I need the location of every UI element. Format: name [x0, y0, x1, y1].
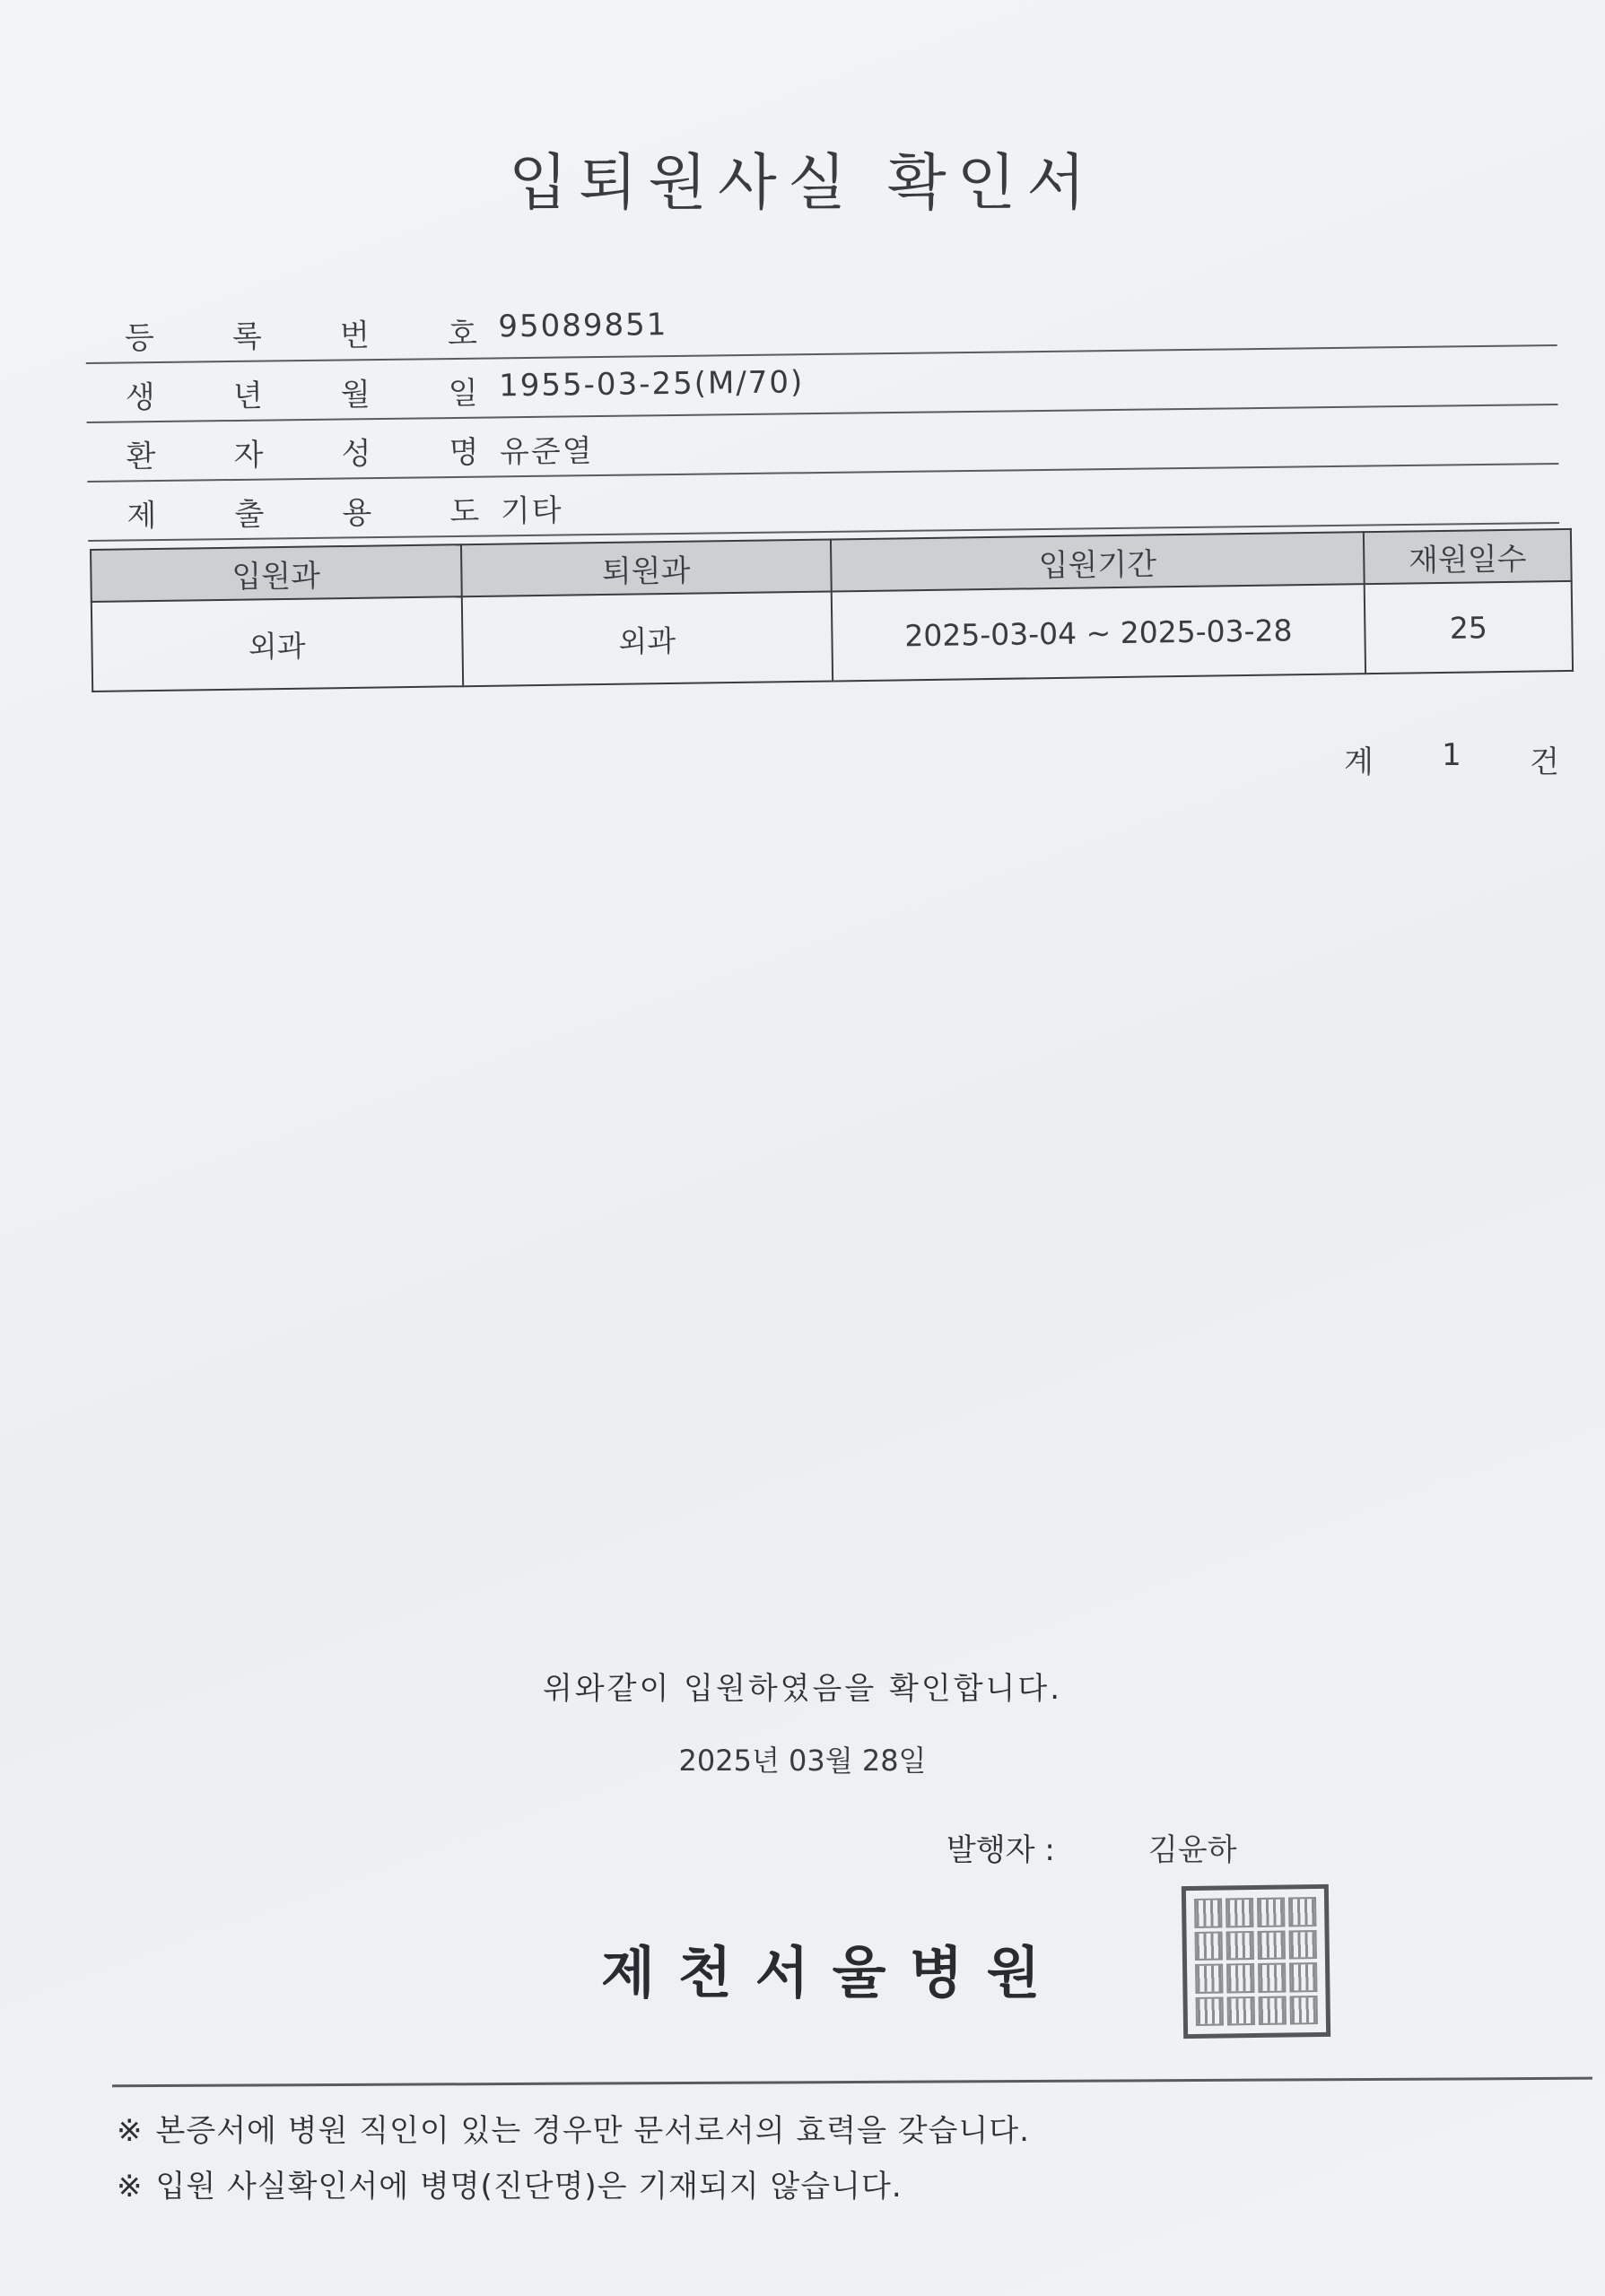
label-char: 제 [126, 498, 157, 535]
record-count [1344, 737, 1559, 781]
count-prefix: 계 [1344, 744, 1374, 780]
confirmation-statement: 위와같이 입원하였음을 확인합니다. [542, 1671, 1063, 1707]
seal-glyph [1226, 1898, 1253, 1927]
patient-info [85, 287, 1559, 542]
cell-stay-days: 25 [1365, 581, 1573, 674]
admission-table [90, 528, 1574, 692]
seal-glyph [1289, 1962, 1317, 1992]
seal-glyph [1290, 1996, 1318, 2025]
issuer-name: 김윤하 [1148, 1832, 1237, 1868]
hospital-name: 제천서울병원 [601, 1940, 1064, 2005]
seal-glyph [1226, 1963, 1254, 1993]
label-char: 월 [340, 377, 371, 413]
label-char: 일 [448, 375, 478, 413]
patient-name: 유준열 [499, 433, 594, 471]
cell-discharge-dept: 외과 [461, 591, 833, 686]
seal-glyph [1227, 1996, 1255, 2026]
seal-glyph [1226, 1931, 1254, 1961]
label-char: 생 [125, 379, 155, 416]
birthdate: 1955-03-25(M/70) [498, 364, 805, 404]
label-char: 호 [447, 316, 478, 353]
hospital-seal-stamp [1182, 1884, 1330, 2039]
reference-mark-icon: ※ [117, 2169, 144, 2205]
info-label [122, 369, 482, 417]
submission-purpose: 기타 [500, 492, 563, 530]
label-char: 도 [449, 493, 480, 531]
header-admission-dept: 입원과 [91, 544, 461, 602]
label-char: 환 [126, 439, 156, 475]
footer-divider [112, 2077, 1592, 2088]
issuer-label: 발행자 : [946, 1832, 1055, 1868]
footer-note [117, 2161, 903, 2205]
seal-glyph [1258, 1930, 1286, 1960]
label-char: 록 [231, 318, 263, 355]
reference-mark-icon: ※ [117, 2113, 144, 2149]
seal-glyph [1288, 1897, 1316, 1926]
label-char: 자 [233, 437, 264, 474]
document-title: 입퇴원사실 확인서 [508, 148, 1097, 219]
seal-glyph [1194, 1899, 1222, 1928]
header-discharge-dept: 퇴원과 [460, 539, 831, 596]
seal-glyph [1196, 1996, 1224, 2026]
label-char: 등 [124, 320, 155, 357]
cell-admission-dept: 외과 [92, 596, 463, 691]
note-text: 입원 사실확인서에 병명(진단명)은 기재되지 않습니다. [155, 2169, 903, 2205]
cell-admission-period: 2025-03-04 ~ 2025-03-28 [832, 584, 1365, 681]
info-label [121, 309, 481, 358]
seal-glyph [1195, 1964, 1223, 1994]
label-char: 출 [234, 496, 265, 533]
info-label [123, 428, 483, 476]
label-char: 번 [339, 317, 371, 354]
info-label [124, 487, 484, 535]
issue-date: 2025년 03월 28일 [678, 1744, 927, 1778]
seal-glyph [1289, 1930, 1317, 1960]
header-stay-days: 재원일수 [1364, 529, 1572, 584]
seal-glyph [1195, 1931, 1223, 1961]
header-admission-period: 입원기간 [831, 532, 1365, 591]
label-char: 성 [341, 436, 371, 473]
seal-glyph [1259, 1996, 1287, 2025]
count-value: 1 [1442, 737, 1461, 773]
footer-note [117, 2106, 1030, 2150]
seal-glyph [1258, 1963, 1286, 1993]
label-char: 명 [449, 434, 479, 472]
registration-number: 95089851 [498, 307, 668, 345]
label-char: 용 [342, 495, 372, 532]
note-text: 본증서에 병원 직인이 있는 경우만 문서로서의 효력을 갖습니다. [155, 2113, 1030, 2149]
label-char: 년 [232, 378, 263, 414]
count-suffix: 건 [1530, 744, 1559, 780]
seal-glyph [1257, 1898, 1285, 1927]
